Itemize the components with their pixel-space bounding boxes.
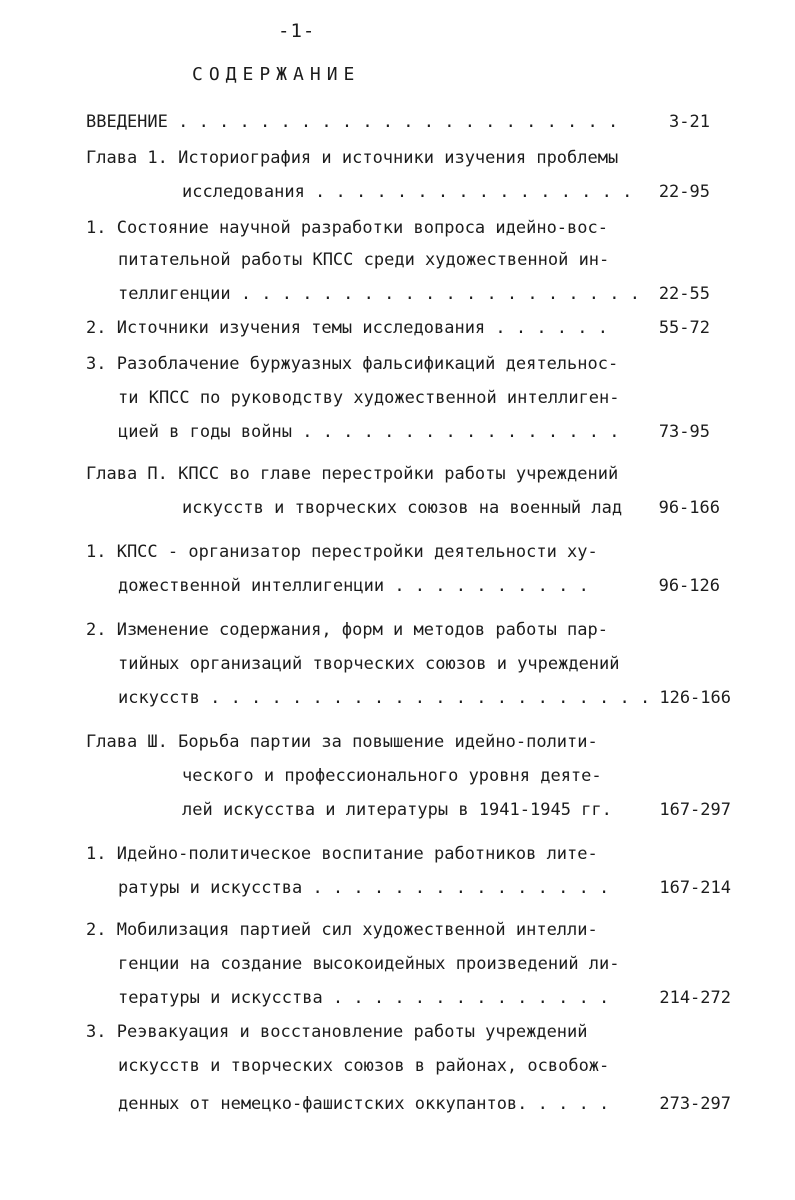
toc-chapter-1-line-1: Глава 1. Историография и источники изучения проблемы bbox=[86, 148, 619, 168]
toc-page-section-1-2: 55-72 bbox=[658, 318, 710, 338]
toc-section-3-2-line-2: генции на создание высокоидейных произведений ли- bbox=[118, 954, 620, 974]
toc-section-2-2-line-3: искусств . . . . . . . . . . . . . . . . . . . . . . bbox=[118, 688, 651, 708]
toc-section-2-1-line-1: 1. КПСС - организатор перестройки деятельности ху- bbox=[86, 542, 598, 562]
toc-chapter-2-line-1: Глава П. КПСС во главе перестройки работы учреждений bbox=[86, 464, 619, 484]
toc-section-1-1-line-3: теллигенции . . . . . . . . . . . . . . . . . . . . bbox=[118, 284, 640, 304]
toc-section-3-3-line-3: денных от немецко-фашистских оккупантов. . . . . bbox=[118, 1094, 610, 1114]
toc-section-1-3-line-1: 3. Разоблачение буржуазных фальсификаций деятельнос- bbox=[86, 354, 619, 374]
toc-page-section-1-1: 22-55 bbox=[658, 284, 710, 304]
toc-page-section-3-3: 273-297 bbox=[659, 1094, 731, 1114]
toc-section-2-2-line-1: 2. Изменение содержания, форм и методов работы пар- bbox=[86, 620, 608, 640]
page-number: -1- bbox=[278, 20, 316, 42]
toc-section-1-3-line-3: цией в годы войны . . . . . . . . . . . . . . . . bbox=[118, 422, 620, 442]
toc-chapter-3-line-1: Глава Ш. Борьба партии за повышение идейно-полити- bbox=[86, 732, 598, 752]
toc-chapter-2-line-2: искусств и творческих союзов на военный лад bbox=[182, 498, 623, 518]
toc-entry-introduction: ВВЕДЕНИЕ . . . . . . . . . . . . . . . . . . . . . . bbox=[86, 112, 619, 132]
toc-section-3-1-line-2: ратуры и искусства . . . . . . . . . . . . . . . bbox=[118, 878, 610, 898]
toc-section-1-1-line-1: 1. Состояние научной разработки вопроса идейно-вос- bbox=[86, 218, 608, 238]
toc-section-2-1-line-2: дожественной интеллигенции . . . . . . . . . . bbox=[118, 576, 589, 596]
toc-page-section-2-2: 126-166 bbox=[659, 688, 731, 708]
toc-chapter-1-line-2: исследования . . . . . . . . . . . . . . . . bbox=[182, 182, 633, 202]
toc-section-3-3-line-2: искусств и творческих союзов в районах, освобож- bbox=[118, 1056, 610, 1076]
toc-section-3-2-line-1: 2. Мобилизация партией сил художественной интелли- bbox=[86, 920, 598, 940]
toc-page-chapter-3: 167-297 bbox=[659, 800, 731, 820]
toc-chapter-3-line-3: лей искусства и литературы в 1941-1945 гг. bbox=[182, 800, 612, 820]
toc-section-3-3-line-1: 3. Реэвакуация и восстановление работы учреждений bbox=[86, 1022, 588, 1042]
toc-section-3-1-line-1: 1. Идейно-политическое воспитание работников лите- bbox=[86, 844, 598, 864]
toc-page-chapter-2: 96-166 bbox=[658, 498, 720, 518]
toc-page-chapter-1: 22-95 bbox=[658, 182, 710, 202]
toc-chapter-3-line-2: ческого и профессионального уровня деяте- bbox=[182, 766, 602, 786]
toc-page-section-3-1: 167-214 bbox=[659, 878, 731, 898]
page-title: СОДЕРЖАНИЕ bbox=[192, 64, 361, 85]
toc-section-1-3-line-2: ти КПСС по руководству художественной интеллиген- bbox=[118, 388, 620, 408]
toc-section-1-1-line-2: питательной работы КПСС среди художественной ин- bbox=[118, 250, 610, 270]
toc-page-section-3-2: 214-272 bbox=[659, 988, 731, 1008]
toc-section-3-2-line-3: тературы и искусства . . . . . . . . . . . . . . bbox=[118, 988, 610, 1008]
toc-page-section-1-3: 73-95 bbox=[658, 422, 710, 442]
toc-page-introduction: 3-21 bbox=[669, 112, 710, 132]
toc-page-section-2-1: 96-126 bbox=[658, 576, 720, 596]
toc-section-2-2-line-2: тийных организаций творческих союзов и учреждений bbox=[118, 654, 620, 674]
toc-section-1-2: 2. Источники изучения темы исследования . . . . . . bbox=[86, 318, 608, 338]
